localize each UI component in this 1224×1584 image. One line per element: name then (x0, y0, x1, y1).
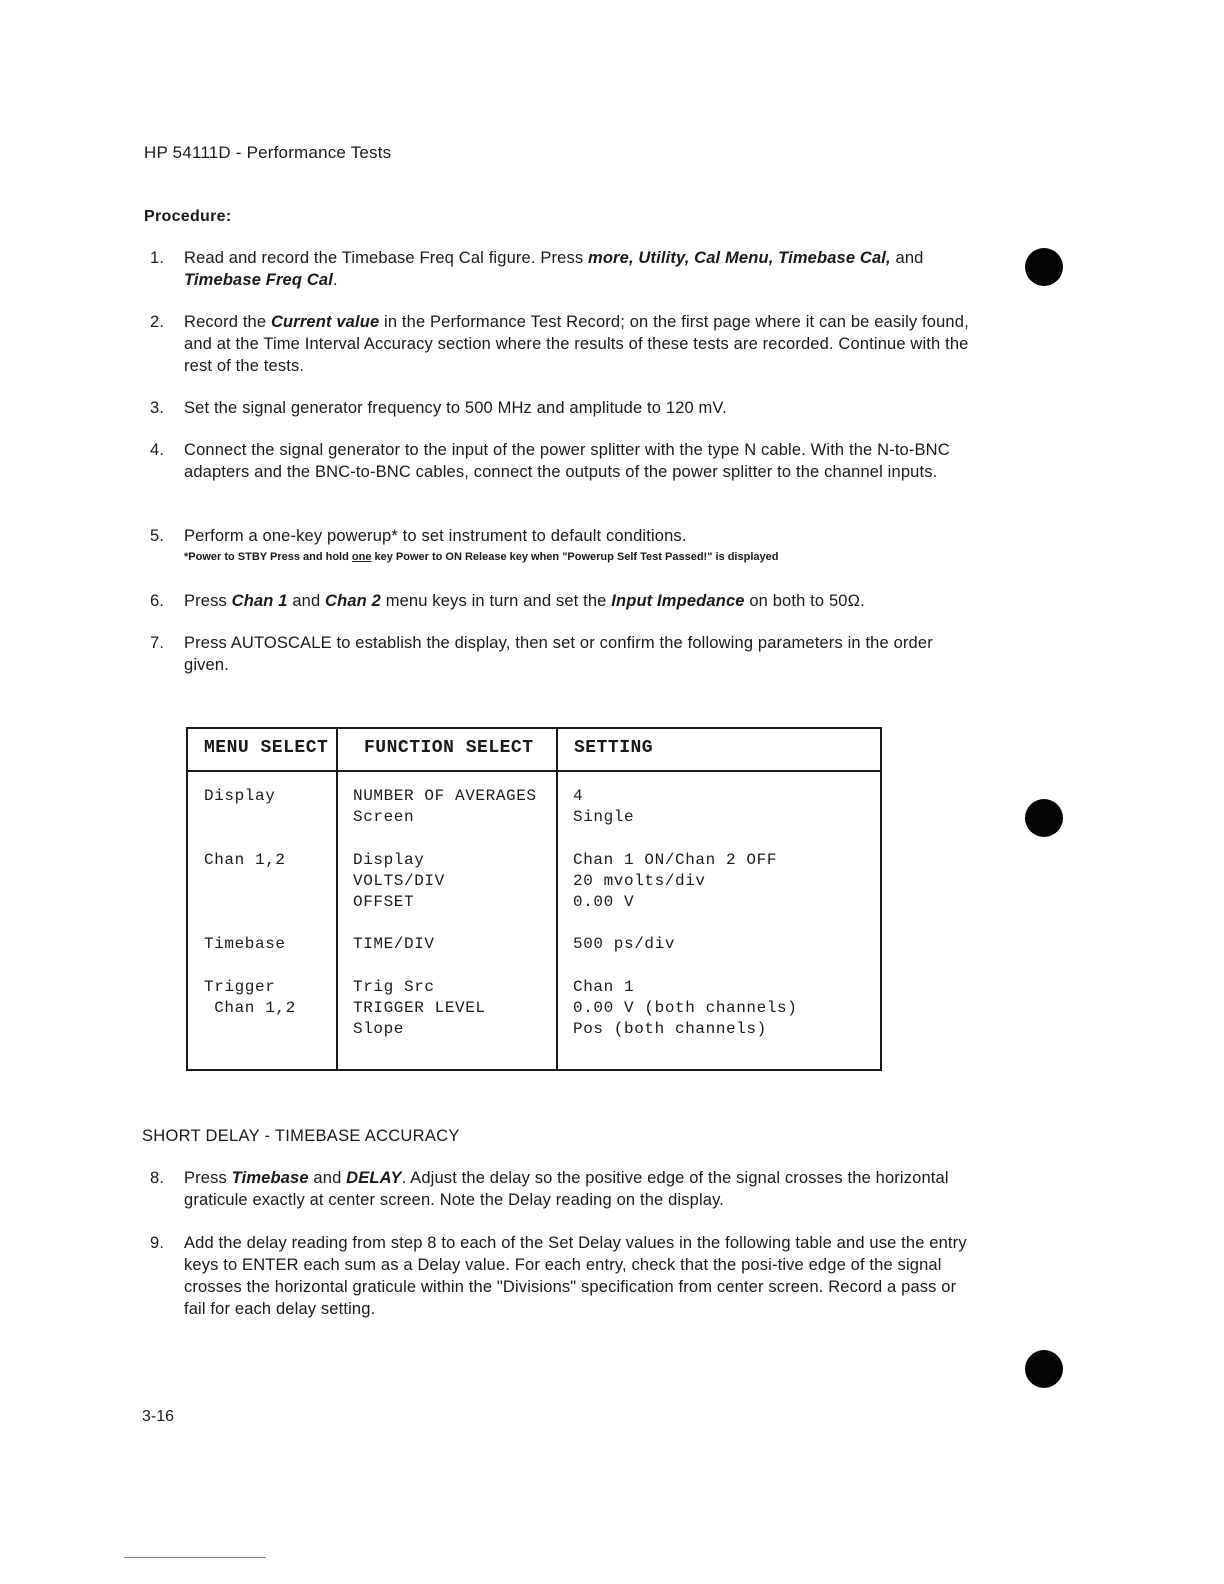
emphasized-term: Timebase (231, 1169, 309, 1187)
step-text (184, 527, 687, 545)
function-cell: Trig Src TRIGGER LEVEL Slope (353, 978, 486, 1038)
step-6 (150, 590, 970, 612)
emphasized-term: Chan 2 (325, 592, 381, 610)
text-run: Perform a one-key powerup* to set instrument to default conditions. (184, 527, 687, 545)
binder-hole-icon (1025, 799, 1063, 837)
column-divider (556, 729, 558, 1069)
procedure-label: Procedure: (144, 208, 232, 225)
emphasized-term: DELAY (346, 1169, 402, 1187)
setting-cell: Chan 1 0.00 V (both channels) Pos (both channels) (573, 978, 798, 1038)
header-divider (188, 770, 880, 772)
emphasized-term: Chan 1 (231, 592, 288, 610)
page-number: 3-16 (142, 1408, 175, 1425)
step-number: 9. (150, 1234, 165, 1252)
emphasized-term: more, Utility, Cal Menu, Timebase Cal, (588, 249, 891, 267)
setting-cell: Chan 1 ON/Chan 2 OFF 20 mvolts/div 0.00 V (573, 851, 778, 911)
column-divider (336, 729, 338, 1069)
menu-cell: Display (204, 787, 276, 805)
function-cell: NUMBER OF AVERAGES Screen (353, 787, 537, 826)
text-run: Press AUTOSCALE to establish the display, then set or confirm the following parameters in the order given. (184, 634, 933, 674)
step-text (184, 247, 970, 291)
step-3 (150, 397, 970, 419)
step-8 (150, 1167, 970, 1211)
setting-cell: 500 ps/div (573, 935, 676, 953)
text-run: on both to 50Ω. (744, 592, 865, 610)
binder-hole-icon (1025, 248, 1063, 286)
text-run: Read and record the Timebase Freq Cal figure. Press (184, 249, 588, 267)
header-setting: SETTING (574, 738, 654, 758)
text-run: Record the (184, 313, 271, 331)
text-run: in the Performance Test Record; on the first page where it can be easily found, and at the Time Interval Accuracy section where the results of these tests are recorded. Continue with the rest of the tests. (184, 313, 969, 375)
step-4 (150, 439, 970, 483)
step-number: 8. (150, 1169, 165, 1187)
parameter-table (186, 727, 882, 1071)
text-run: Set the signal generator frequency to 500 MHz and amplitude to 120 mV. (184, 399, 727, 417)
section-title: SHORT DELAY - TIMEBASE ACCURACY (142, 1127, 460, 1145)
step-number: 2. (150, 313, 165, 331)
step-9 (150, 1232, 970, 1320)
menu-cell: Timebase (204, 935, 286, 953)
text-run: Add the delay reading from step 8 to each of the Set Delay values in the following table and use the entry keys to ENTER each sum as a Delay value. For each entry, check that the posi-tive edge of the signal crosses the horizontal graticule within the "Divisions" specification from center screen. Record a pass or fail for each delay setting. (184, 1234, 967, 1318)
binder-hole-icon (1025, 1350, 1063, 1388)
text-run: Connect the signal generator to the input of the power splitter with the type N cable. With the N-to-BNC adapters and the BNC-to-BNC cables, connect the outputs of the power splitter to the channel inputs. (184, 441, 950, 481)
step-text (184, 311, 970, 377)
text-run: Press (184, 1169, 232, 1187)
text-run: *Power to STBY Press and hold (184, 551, 352, 563)
step-number: 1. (150, 249, 165, 267)
function-cell: Display VOLTS/DIV OFFSET (353, 851, 445, 911)
step-1 (150, 247, 970, 291)
text-run: menu keys in turn and set the (380, 592, 612, 610)
header-function-select: FUNCTION SELECT (364, 738, 534, 758)
step-text (184, 1232, 970, 1320)
menu-cell: Chan 1,2 (204, 851, 286, 869)
text-run: . Adjust the delay so the positive edge of the signal crosses the horizontal graticule exactly at center screen. Note the Delay reading on the display. (184, 1169, 949, 1209)
text-run: and (890, 249, 924, 267)
step-text (184, 1167, 970, 1211)
step-number: 7. (150, 634, 165, 652)
underlined-term: one (351, 551, 372, 563)
setting-cell: 4 Single (573, 787, 635, 826)
emphasized-term: Input Impedance (611, 592, 745, 610)
page-header: HP 54111D - Performance Tests (144, 143, 392, 162)
emphasized-term: Current value (270, 313, 380, 331)
step-text (184, 590, 970, 612)
text-run: and (287, 592, 326, 610)
step-number: 4. (150, 441, 165, 459)
step-text (184, 439, 970, 483)
step-text (184, 632, 970, 676)
step-2 (150, 311, 970, 377)
emphasized-term: Timebase Freq Cal (184, 271, 333, 289)
text-run: key Power to ON Release key when "Powerup Self Test Passed!" is displayed (371, 551, 779, 563)
text-run: and (308, 1169, 347, 1187)
step-5 (150, 525, 970, 565)
text-run: . (332, 271, 338, 289)
step-number: 5. (150, 527, 165, 545)
step-number: 6. (150, 592, 165, 610)
step-text (184, 397, 970, 419)
header-menu-select: MENU SELECT (204, 738, 329, 758)
powerup-footnote (184, 549, 970, 565)
step-number: 3. (150, 399, 165, 417)
text-run: Press (184, 592, 232, 610)
menu-cell: Trigger Chan 1,2 (204, 978, 296, 1017)
step-7 (150, 632, 970, 676)
footer-rule (124, 1557, 266, 1558)
function-cell: TIME/DIV (353, 935, 435, 953)
